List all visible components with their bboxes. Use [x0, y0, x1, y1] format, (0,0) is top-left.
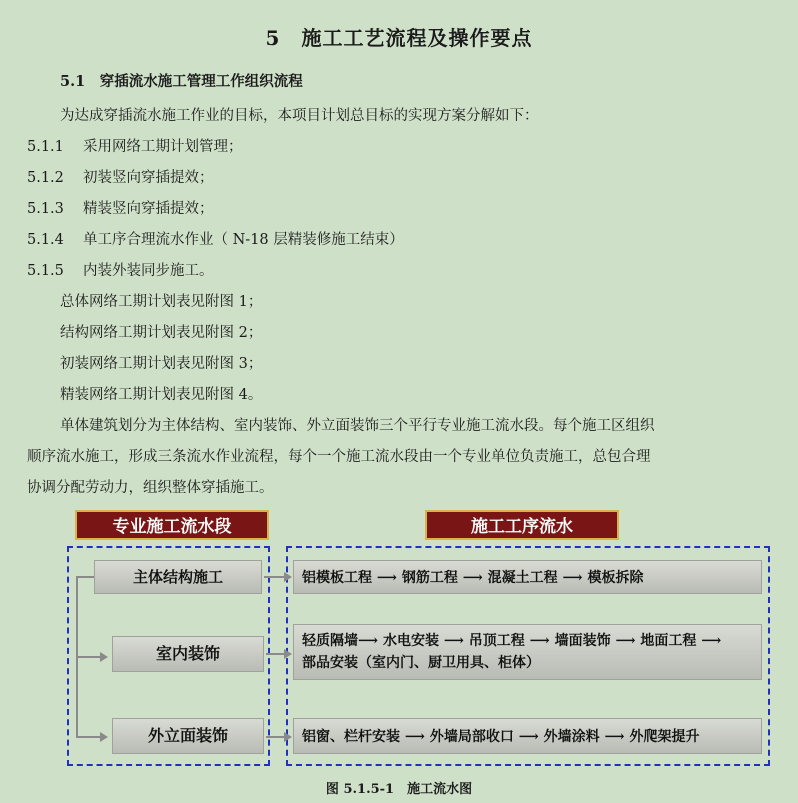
para-line: 顺序流水施工，形成三条流水作业流程，每个一个施工流水段由一个专业单位负责施工，总包合理 — [27, 449, 651, 465]
section-heading: 5.1 穿插流水施工管理工作组织流程 — [60, 73, 303, 90]
flow-interior — [293, 624, 762, 680]
link-line — [266, 736, 286, 738]
link-line — [266, 653, 286, 655]
figure-caption: 图 5.1.5-1 施工流水图 — [325, 782, 473, 797]
arrow-icon — [284, 572, 292, 582]
list-item: 5.1.1 采用网络工期计划管理； — [27, 139, 243, 155]
flow-main-structure — [293, 560, 762, 594]
flows-header: 施工工序流水 — [425, 510, 619, 540]
arrow-icon — [284, 732, 292, 742]
tree-branch — [76, 736, 102, 738]
stage-facade: 外立面装饰 — [112, 718, 264, 754]
stage-interior: 室内装饰 — [112, 636, 264, 672]
link-line — [264, 576, 286, 578]
arrow-icon — [284, 649, 292, 659]
para-line: 协调分配劳动力，组织整体穿插施工。 — [27, 480, 274, 496]
ref-line: 总体网络工期计划表见附图 1； — [60, 294, 263, 310]
flow-text: 铝窗、栏杆安装 ⟶ 外墙局部收口 ⟶ 外墙涂料 ⟶ 外爬架提升 — [302, 729, 700, 745]
ref-line: 结构网络工期计划表见附图 2； — [60, 325, 263, 341]
intro-text: 为达成穿插流水施工作业的目标，本项目计划总目标的实现方案分解如下： — [60, 108, 539, 124]
list-item: 5.1.2 初装竖向穿插提效； — [27, 170, 214, 186]
stages-header: 专业施工流水段 — [75, 510, 269, 540]
flow-facade — [293, 718, 762, 754]
flow-text: 部品安装（室内门、厨卫用具、柜体） — [302, 655, 540, 671]
page-title: 5 施工工艺流程及操作要点 — [265, 26, 533, 50]
flow-text: 轻质隔墙⟶ 水电安装 ⟶ 吊顶工程 ⟶ 墙面装饰 ⟶ 地面工程 ⟶ — [302, 633, 722, 649]
tree-branch — [76, 656, 102, 658]
flow-text: 铝模板工程 ⟶ 钢筋工程 ⟶ 混凝土工程 ⟶ 模板拆除 — [302, 570, 644, 586]
arrow-icon — [100, 732, 108, 742]
ref-line: 精装网络工期计划表见附图 4。 — [60, 387, 263, 403]
arrow-icon — [100, 652, 108, 662]
stage-main-structure: 主体结构施工 — [94, 560, 262, 594]
para-line: 单体建筑划分为主体结构、室内装饰、外立面装饰三个平行专业施工流水段。每个施工区组织 — [60, 418, 655, 434]
list-item: 5.1.5 内装外装同步施工。 — [27, 263, 214, 279]
ref-line: 初装网络工期计划表见附图 3； — [60, 356, 263, 372]
tree-branch — [76, 576, 94, 578]
list-item: 5.1.4 单工序合理流水作业（ N-18 层精装修施工结束） — [27, 232, 404, 248]
list-item: 5.1.3 精装竖向穿插提效； — [27, 201, 214, 217]
